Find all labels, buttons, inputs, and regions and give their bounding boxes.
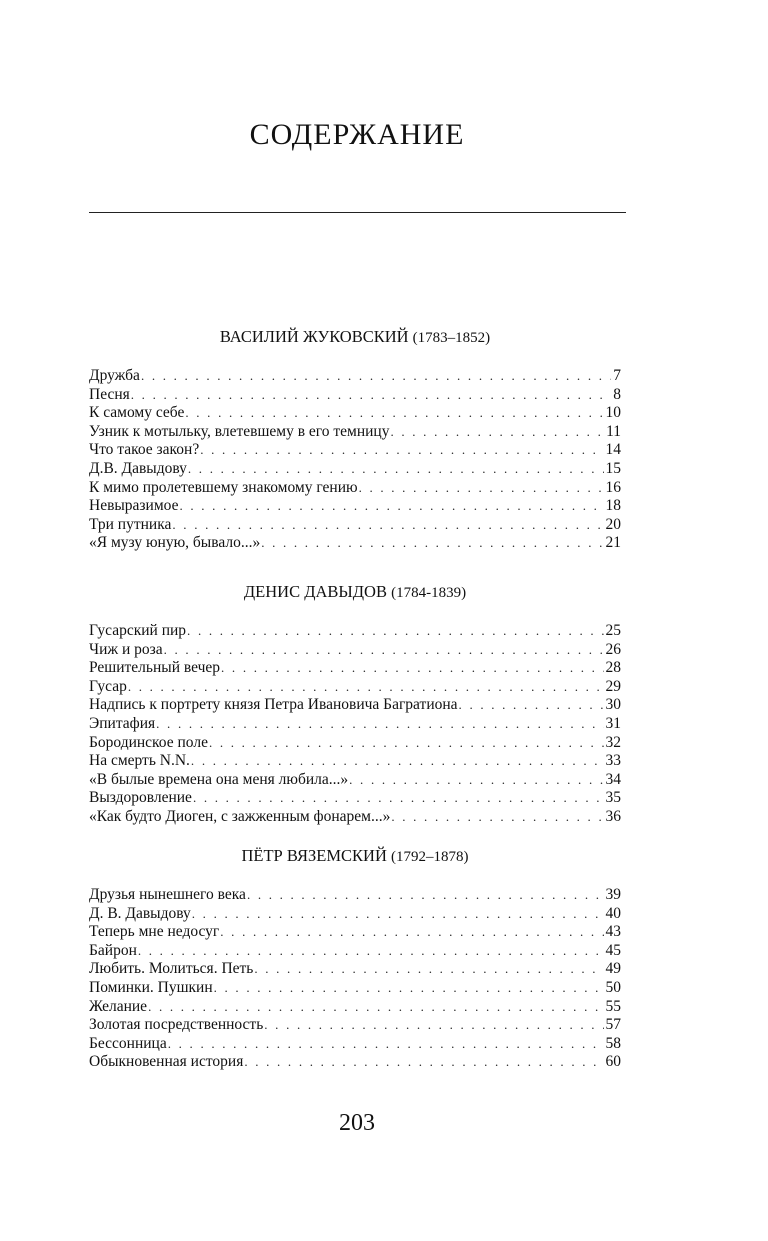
- dot-leader: [179, 497, 603, 516]
- entry-page: 30: [605, 696, 621, 714]
- entry-page: 28: [605, 659, 621, 677]
- entry-title: Чиж и роза: [89, 640, 163, 658]
- author-years: (1784-1839): [391, 585, 467, 601]
- dot-leader: [192, 905, 604, 924]
- dot-leader: [168, 1035, 604, 1054]
- entry-title: Д.В. Давыдову: [89, 459, 187, 477]
- toc-entry[interactable]: [89, 678, 621, 697]
- entry-page: 58: [605, 1034, 621, 1052]
- toc-entry[interactable]: [89, 534, 621, 553]
- toc-entry[interactable]: [89, 979, 621, 998]
- dot-leader: [220, 923, 603, 942]
- entry-page: 49: [605, 960, 621, 978]
- entry-title: «Я музу юную, бывало...»: [89, 534, 261, 552]
- entry-title: Невыразимое: [89, 497, 179, 515]
- entry-page: 43: [605, 923, 621, 941]
- toc-entry[interactable]: [89, 771, 621, 790]
- dot-leader: [185, 404, 603, 423]
- dot-leader: [188, 460, 604, 479]
- dot-leader: [156, 715, 603, 734]
- entry-title: Любить. Молиться. Петь: [89, 960, 254, 978]
- author-name: ПЁТР ВЯЗЕМСКИЙ: [241, 846, 387, 865]
- entry-page: 21: [605, 534, 621, 552]
- toc-entry[interactable]: [89, 1035, 621, 1054]
- entry-page: 35: [605, 789, 621, 807]
- section-heading: [89, 846, 621, 866]
- toc-entry[interactable]: [89, 497, 621, 516]
- toc-entry[interactable]: [89, 998, 621, 1017]
- entry-page: 20: [605, 515, 621, 533]
- toc-entry[interactable]: [89, 641, 621, 660]
- toc-entry[interactable]: [89, 886, 621, 905]
- toc-entry[interactable]: [89, 386, 621, 405]
- dot-leader: [264, 1016, 603, 1035]
- entry-page: 36: [605, 807, 621, 825]
- toc-section-vyazemsky: [89, 846, 621, 1072]
- entry-page: 15: [605, 459, 621, 477]
- entry-title: Три путника: [89, 515, 172, 533]
- entry-title: Теперь мне недосуг: [89, 923, 220, 941]
- dot-leader: [141, 367, 611, 386]
- toc-entry[interactable]: [89, 441, 621, 460]
- toc-entry[interactable]: [89, 460, 621, 479]
- entry-page: 31: [605, 714, 621, 732]
- entry-title: Обыкновенная история: [89, 1053, 244, 1071]
- page-number: 203: [339, 1110, 375, 1136]
- toc-entry[interactable]: [89, 752, 621, 771]
- author-years: (1783–1852): [412, 330, 491, 346]
- toc-entry[interactable]: [89, 734, 621, 753]
- dot-leader: [187, 622, 603, 641]
- entry-page: 11: [606, 422, 621, 440]
- dot-leader: [131, 386, 611, 405]
- dot-leader: [193, 789, 604, 808]
- entry-title: Решительный вечер: [89, 659, 221, 677]
- toc-entry[interactable]: [89, 942, 621, 961]
- dot-leader: [221, 659, 603, 678]
- toc-section-zhukovsky: [89, 327, 621, 553]
- dot-leader: [261, 534, 603, 553]
- toc-section-davydov: [89, 582, 621, 827]
- entry-page: 33: [605, 752, 621, 770]
- dot-leader: [359, 479, 604, 498]
- entry-title: Друзья нынешнего века: [89, 886, 246, 903]
- toc-entry[interactable]: [89, 715, 621, 734]
- entry-title: Д. В. Давыдову: [89, 904, 191, 922]
- entry-page: 18: [605, 497, 621, 515]
- entry-title: Эпитафия: [89, 714, 156, 732]
- dot-leader: [459, 696, 604, 715]
- dot-leader: [164, 641, 604, 660]
- dot-leader: [391, 808, 603, 827]
- entry-title: Гусарский пир: [89, 622, 187, 639]
- dot-leader: [254, 960, 603, 979]
- entry-page: 16: [605, 478, 621, 496]
- entry-title: «Как будто Диоген, с зажженным фонарем...»: [89, 807, 391, 825]
- author-years: (1792–1878): [391, 849, 469, 865]
- entry-page: 39: [605, 886, 621, 903]
- toc-entries: [89, 886, 621, 1072]
- entry-title: Байрон: [89, 941, 137, 959]
- entry-page: 45: [605, 941, 621, 959]
- entry-page: 57: [605, 1016, 621, 1034]
- dot-leader: [390, 423, 604, 442]
- dot-leader: [247, 886, 604, 905]
- dot-leader: [214, 979, 604, 998]
- title-divider: [89, 212, 626, 213]
- entry-page: 60: [605, 1053, 621, 1071]
- entry-title: Песня: [89, 385, 130, 403]
- entry-title: На смерть N.N.: [89, 752, 190, 770]
- entry-page: 34: [605, 770, 621, 788]
- entry-title: Что такое закон?: [89, 441, 200, 459]
- entry-page: 14: [605, 441, 621, 459]
- entry-page: 10: [605, 404, 621, 422]
- entry-page: 32: [605, 733, 621, 751]
- entry-title: Надпись к портрету князя Петра Ивановича Багратиона: [89, 696, 458, 714]
- toc-entry[interactable]: [89, 960, 621, 979]
- section-heading: [89, 582, 621, 602]
- toc-entry[interactable]: [89, 423, 621, 442]
- entry-page: 29: [605, 677, 621, 695]
- toc-entry[interactable]: [89, 516, 621, 535]
- dot-leader: [191, 752, 604, 771]
- entry-page: 7: [613, 367, 621, 384]
- entry-page: 55: [605, 997, 621, 1015]
- entry-title: «В былые времена она меня любила...»: [89, 770, 349, 788]
- dot-leader: [200, 441, 603, 460]
- entry-title: Выздоровление: [89, 789, 192, 807]
- entry-title: Бессонница: [89, 1034, 167, 1052]
- entry-title: Узник к мотыльку, влетевшему в его темницу: [89, 422, 390, 440]
- toc-entries: [89, 367, 621, 553]
- toc-entries: [89, 622, 621, 827]
- entry-page: 25: [605, 622, 621, 639]
- toc-entry[interactable]: [89, 622, 621, 641]
- entry-title: К мимо пролетевшему знакомому гению: [89, 478, 358, 496]
- toc-entry[interactable]: [89, 367, 621, 386]
- toc-entry[interactable]: [89, 659, 621, 678]
- section-heading: [89, 327, 621, 347]
- dot-leader: [138, 942, 604, 961]
- dot-leader: [148, 998, 603, 1017]
- entry-title: Бородинское поле: [89, 733, 208, 751]
- toc-entry[interactable]: [89, 1053, 621, 1072]
- entry-title: Поминки. Пушкин: [89, 978, 213, 996]
- toc-entry[interactable]: [89, 808, 621, 827]
- toc-entry[interactable]: [89, 479, 621, 498]
- entry-page: 50: [605, 978, 621, 996]
- author-name: ВАСИЛИЙ ЖУКОВСКИЙ: [219, 327, 409, 346]
- toc-entry[interactable]: [89, 404, 621, 423]
- toc-entry[interactable]: [89, 923, 621, 942]
- toc-entry[interactable]: [89, 696, 621, 715]
- dot-leader: [209, 734, 604, 753]
- toc-entry[interactable]: [89, 789, 621, 808]
- dot-leader: [128, 678, 604, 697]
- entry-title: К самому себе: [89, 404, 185, 422]
- entry-page: 26: [605, 640, 621, 658]
- entry-title: Желание: [89, 997, 148, 1015]
- entry-page: 40: [605, 904, 621, 922]
- toc-entry[interactable]: [89, 905, 621, 924]
- entry-title: Гусар: [89, 677, 127, 695]
- dot-leader: [349, 771, 603, 790]
- entry-title: Дружба: [89, 367, 140, 384]
- author-name: ДЕНИС ДАВЫДОВ: [243, 582, 387, 601]
- entry-title: Золотая посредственность: [89, 1016, 264, 1034]
- entry-page: 8: [613, 385, 621, 403]
- dot-leader: [172, 516, 603, 535]
- page-title: СОДЕРЖАНИЕ: [249, 118, 465, 151]
- dot-leader: [244, 1053, 603, 1072]
- toc-entry[interactable]: [89, 1016, 621, 1035]
